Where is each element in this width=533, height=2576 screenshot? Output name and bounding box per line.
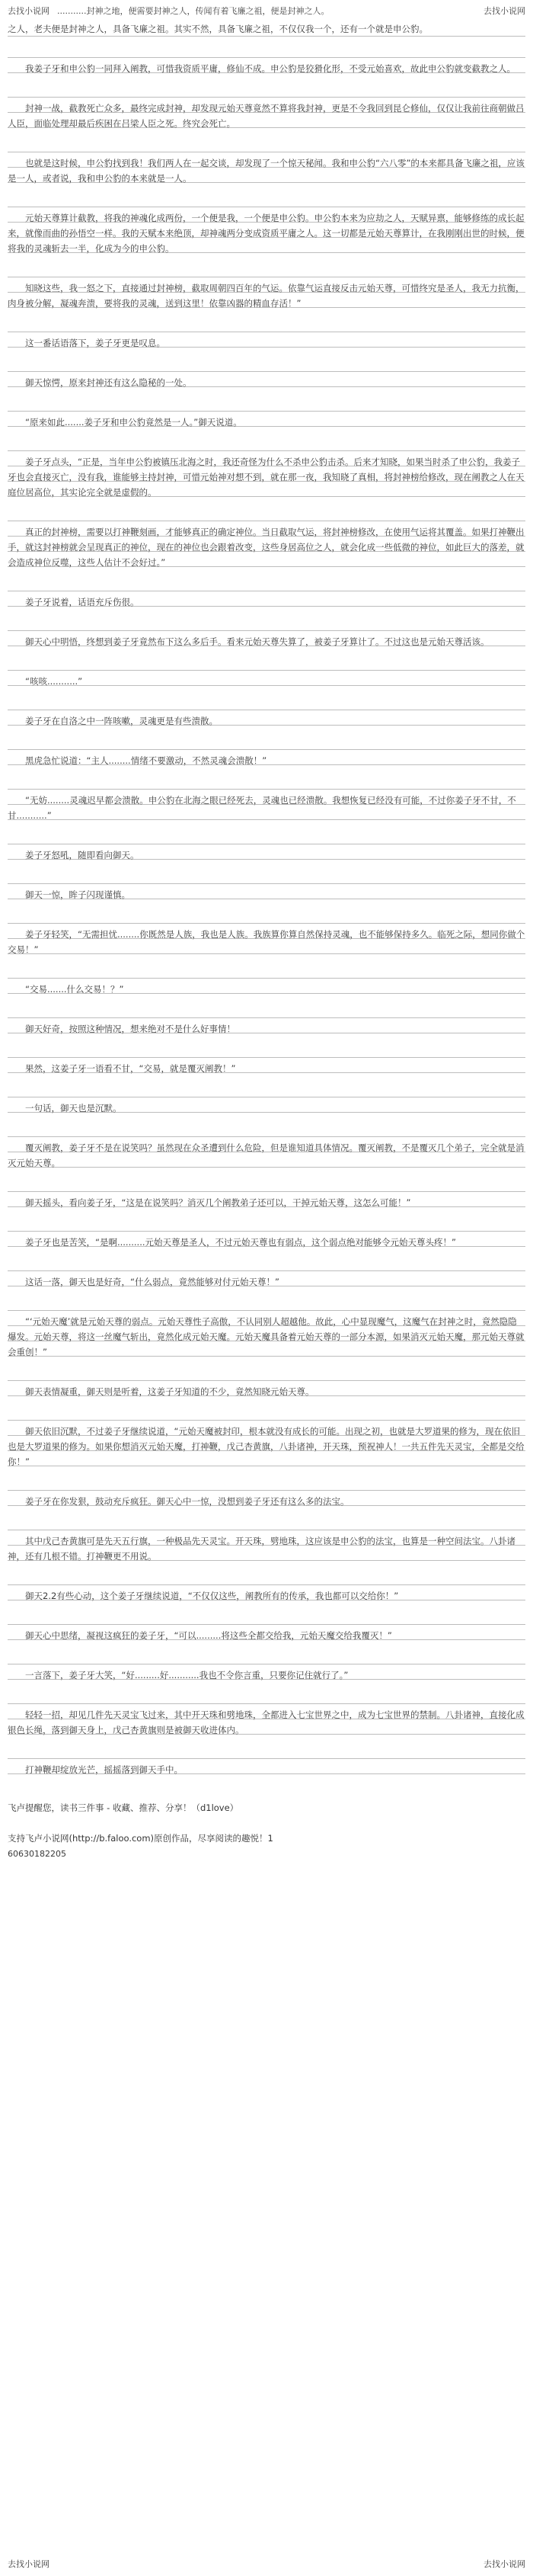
paragraph: 果然，这姜子牙一语看不甘，“交易，就是覆灭阐教！” (8, 1043, 525, 1082)
support-line: 支持飞卢小说网(http://b.faloo.com)原创作品，尽享阅读的趣悦！1 (8, 1833, 273, 1844)
paragraph: 御天摇头，看向姜子牙，“这是在说笑吗？消灭几个阐教弟子还可以，干掉元始天尊，这怎么可能！” (8, 1177, 525, 1216)
paragraph: 这话一落，御天也是好奇，“什么弱点，竟然能够对付元始天尊！” (8, 1256, 525, 1296)
paragraph: 黑虎急忙说道：“主人........情绪不要激动，不然灵魂会溃散！” (8, 735, 525, 774)
paragraph: “咳咳...........” (8, 655, 525, 695)
paragraph: 其中戊己杏黄旗可是先天五行旗，一种极品先天灵宝。开天珠，劈地珠，这应该是申公豹的法宝，也算是一种空间法宝。八卦诸神，还有几根不错。打神鞭更不用说。 (8, 1515, 525, 1570)
paragraph: “‘元始天魔’就是元始天尊的弱点。元始天尊性子高傲，不认同别人超越他。故此，心中显现魔气，这魔气在封神之时，竟然隐隐爆发。元始天尊，将这一丝魔气斩出，竟然化成元始天魔。元始天魔具备着元始天尊的一部分本源，如果消灭元始天魔，那元始天尊就会重创！” (8, 1296, 525, 1366)
paragraph: 姜子牙轻笑，“无需担忧........你既然是人族，我也是人族。我族算你算自然保持灵魂，也不能够保持多久。临死之际，想同你做个交易！” (8, 908, 525, 963)
reminder-line: 飞卢提醒您，读书三件事 - 收藏、推荐、分享！（d1love） (8, 1802, 239, 1813)
paragraph: 真正的封神榜，需要以打神鞭刻画，才能够真正的确定神位。当日截取气运，将封神榜修改，在使用气运将其覆盖。如果打神鞭出手，就这封神榜就会呈现真正的神位，现在的神位也会跟着改变，这些身居高位之人，就会化成一些低微的神位，如此巨大的落差，就会造成神位反噬，这些人估计不会好过。” (8, 506, 525, 576)
chapter-body (0, 21, 533, 1783)
page-footer (8, 2558, 525, 2570)
paragraph: 御天心中明悟，终想到姜子牙竟然布下这么多后手。看来元始天尊失算了，被姜子牙算计了。不过这也是元始天尊活该。 (8, 616, 525, 655)
paragraph: 御天心中思绪，凝视这疯狂的姜子牙，“可以.........将这些全都交给我，元始天魔交给我覆灭！” (8, 1610, 525, 1649)
header-left-site: 去找小说网 (8, 6, 49, 16)
paragraph: 姜子牙怒吼，随即看向御天。 (8, 829, 525, 869)
paragraph: 我姜子牙和申公豹一同拜入阐教，可惜我资质平庸，修仙不成。申公豹是狡猾化形，不受元始喜欢，故此申公豹就变截教之人。 (8, 43, 525, 82)
paragraph: 之人，老夫便是封神之人，具备飞廉之祖。其实不然，具备飞廉之祖，不仅仅我一个，还有一个就是申公豹。 (8, 21, 525, 43)
footer-left-site: 去找小说网 (8, 2559, 49, 2569)
paragraph: 姜子牙在自洛之中一阵咳嗽，灵魂更是有些溃散。 (8, 695, 525, 735)
paragraph: 御天表情凝重，御天则是听着，这姜子牙知道的不少，竟然知晓元始天尊。 (8, 1366, 525, 1405)
paragraph: 姜子牙点头，“正是，当年申公豹被镇压北海之时，我还奇怪为什么不杀申公豹击杀。后来才知晓，如果当时杀了申公豹，我姜子牙也会直接灭亡，没有我，谁能够主持封神，可惜元始神对想不到，就在那一夜，我知晓了真相，将封神榜给修改，现在阐教之人在天庭位居高位，其实论完全就是虚假的。 (8, 436, 525, 506)
paragraph: 覆灭阐教，姜子牙不是在说笑吗？虽然现在众圣遭到什么危险，但是谁知道具体情况。覆灭阐教，不是覆灭几个弟子，完全就是消灭元始天尊。 (8, 1122, 525, 1177)
page-header (0, 0, 533, 21)
header-right-site: 去找小说网 (484, 6, 525, 16)
document-id: 60630182205 (8, 1849, 66, 1859)
paragraph: 姜子牙在你发狠，鼓动充斥疯狂。御天心中一惊，没想到姜子牙还有这么多的法宝。 (8, 1475, 525, 1515)
paragraph: “无妨........灵魂迟早都会溃散。申公豹在北海之眼已经死去，灵魂也已经溃散。我想恢复已经没有可能，不过你姜子牙不甘，不甘...........” (8, 774, 525, 829)
footer-right-site: 去找小说网 (484, 2559, 525, 2569)
paragraph: “原来如此.......姜子牙和申公豹竟然是一人。”御天说道。 (8, 396, 525, 436)
paragraph: 元始天尊算计截教，将我的神魂化成两份，一个便是我，一个便是申公豹。申公豹本来为应劫之人，天赋异禀，能够修练的成长起来，就像而曲的孙悟空一样。我的天赋本来绝顶，却神魂两分变成资质平庸之人。这一切都是元始天尊算计，在我刚刚出世的时候，便将我的灵魂斩去一半，化成为今的申公豹。 (8, 192, 525, 262)
header-running-text: ...........封神之地，便需要封神之人，传闻有着飞廉之祖，便是封神之人。 (57, 6, 330, 16)
paragraph: 姜子牙说着，话语充斥伤很。 (8, 576, 525, 616)
paragraph: 御天依旧沉默，不过姜子牙继续说道，“元始天魔被封印，根本就没有成长的可能。出现之初，也就是大罗道果的修为，现在依旧也是大罗道果的修为。如果你想消灭元始天魔，打神鞭，戊己杏黄旗，八卦诸神，开天珠，预祝神人！一共五件先天灵宝，全都是交给你！” (8, 1405, 525, 1475)
paragraph: 御天一惊，眸子闪现谨慎。 (8, 869, 525, 908)
paragraph: 姜子牙也是苦笑，“是啊..........元始天尊是圣人，不过元始天尊也有弱点，这个弱点绝对能够令元始天尊头疼！” (8, 1216, 525, 1256)
paragraph: 封神一战，截教死亡众多，最终完成封神，却发现元始天尊竟然不算将我封神，更是不令我回到昆仑修仙，仅仅让我前往商朝做吕人臣，面临处理却最后疾困在吕梁人臣之死。终究会死亡。 (8, 82, 525, 137)
paragraph: 御天惊愕，原来封神还有这么隐秘的一处。 (8, 357, 525, 396)
paragraph: 一句话，御天也是沉默。 (8, 1082, 525, 1122)
paragraph: 知晓这些，我一怒之下，直接通过封神榜，截取周朝四百年的气运。依靠气运直接反击元始天尊，可惜终究是圣人，我无力抗衡，肉身被分解，凝魂奔溃，要将我的灵魂，送到这里！依靠凶器的精血存活！” (8, 262, 525, 317)
paragraph: 打神鞭却绽放光芒，摇摇落到御天手中。 (8, 1744, 525, 1783)
paragraph: “交易.......什么交易！？” (8, 963, 525, 1003)
paragraph: 御天好奇，按照这种情况，想来绝对不是什么好事情！ (8, 1003, 525, 1043)
paragraph: 御天2.2有些心动，这个姜子牙继续说道，“不仅仅这些，阐教所有的传承，我也都可以交给你！” (8, 1570, 525, 1610)
paragraph: 这一番话语落下，姜子牙更是叹息。 (8, 317, 525, 357)
paragraph: 一言落下，姜子牙大笑，“好.........好...........我也不令你言重，只要你记住就行了。” (8, 1649, 525, 1689)
paragraph: 也就是这时候，申公豹找到我！我们两人在一起交谈，却发现了一个惊天秘闻。我和申公豹“六八零”的本来都具备飞廉之祖，应该是一人，或者说，我和申公豹的本来就是一人。 (8, 137, 525, 192)
paragraph: 轻轻一招，却见几件先天灵宝飞过来，其中开天珠和劈地珠，全都进入七宝世界之中，成为七宝世界的禁制。八卦诸神，直接化成银色长绳，落到御天身上，戊己杏黄旗则是被御天收进体内。 (8, 1689, 525, 1744)
